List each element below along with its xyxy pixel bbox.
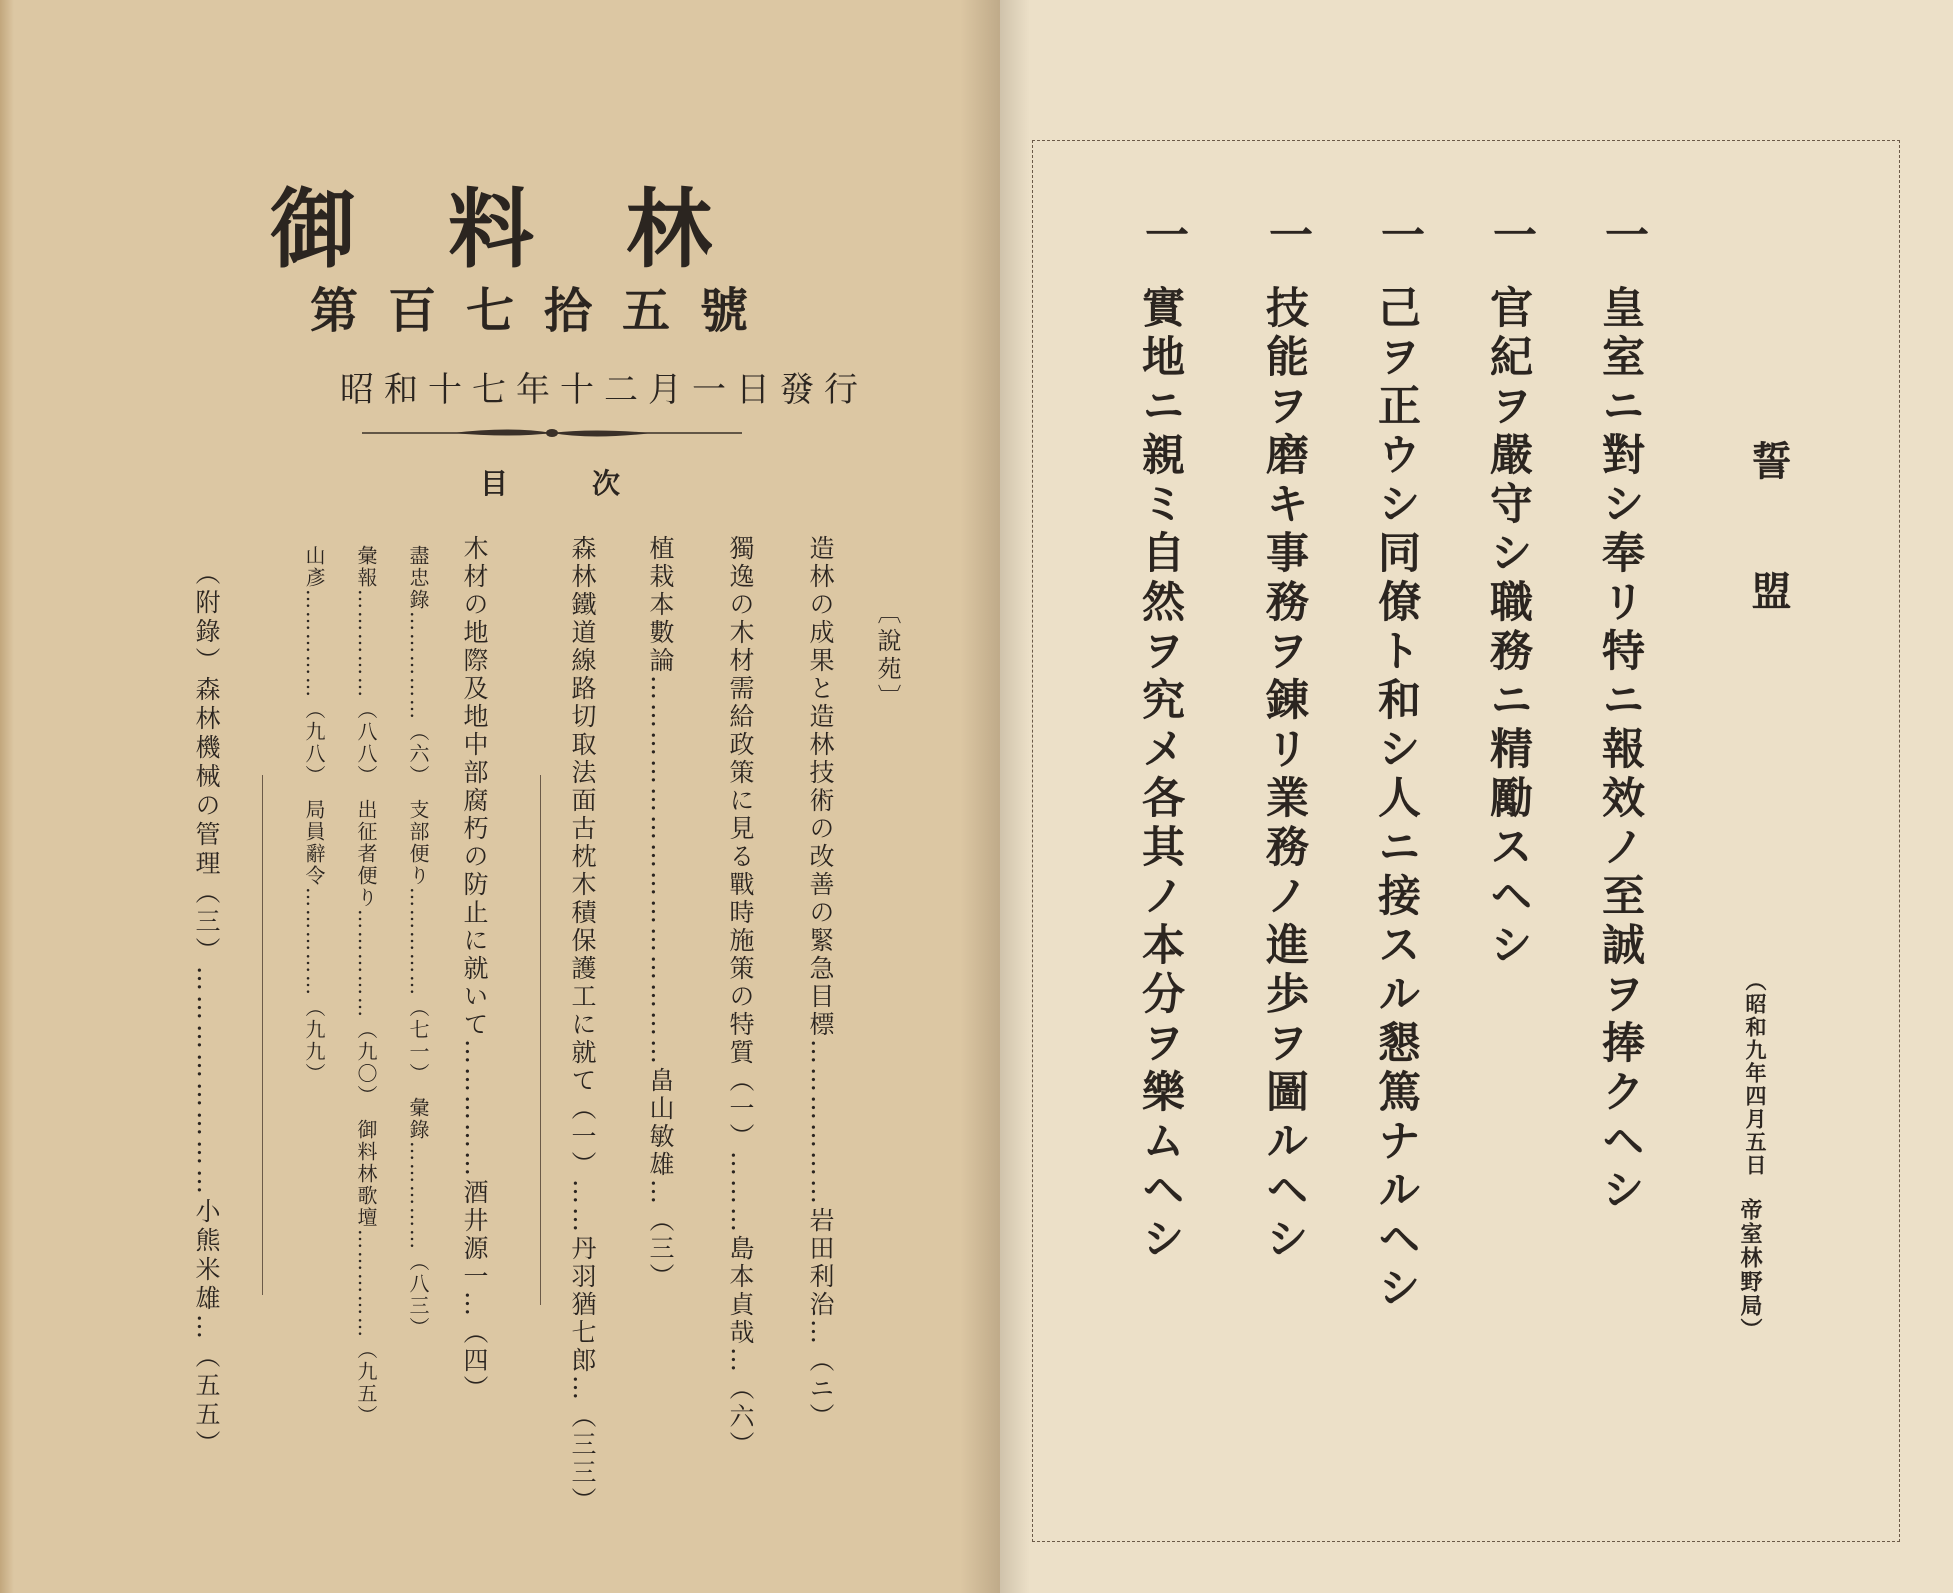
oath-marker: 一: [1261, 212, 1312, 256]
toc-small-column: 盡忠錄……………（六） 支部便り……………（七一） 彙錄……………（八三）: [406, 545, 430, 1339]
gutter-shadow: [1000, 0, 1030, 1593]
column-divider: [262, 775, 263, 1295]
toc-entry: 獨逸の木材需給政策に見る戰時施策の特質（一）………島本貞哉…（六）: [726, 535, 755, 1459]
oath-marker: 一: [1137, 212, 1188, 256]
toc-small-column: 山彥……………（九八） 局員辭令……………（九九）: [302, 545, 326, 1085]
oath-marker: 一: [1373, 212, 1424, 256]
oath-issuer: 帝室林野局）: [1737, 1198, 1763, 1342]
page-edge: [0, 0, 14, 1593]
column-divider: [540, 775, 541, 1305]
toc-entry: 森林鐵道線路切取法面古枕木積保護工に就て（一）……丹羽猶七郎…（三三）: [568, 535, 597, 1515]
appendix-entry: （附錄）森林機械の管理（三）……………………小熊米雄…（五五）: [192, 560, 221, 1459]
issue-number: 第百七拾五號: [310, 283, 779, 339]
flourish-divider: [362, 424, 742, 442]
oath-date: （昭和九年四月五日: [1743, 970, 1768, 1177]
toc-entry: 木材の地際及地中部腐朽の防止に就いて……………酒井源一…（四）: [460, 535, 489, 1403]
gutter-shadow: [960, 0, 1000, 1593]
oath-marker: 一: [1485, 212, 1536, 256]
oath-line: 技能ヲ磨キ事務ヲ錬リ業務ノ進歩ヲ圖ルヘシ: [1259, 285, 1309, 1265]
oath-line: 己ヲ正ウシ同僚ト和シ人ニ接スル懇篤ナルヘシ: [1371, 285, 1421, 1314]
section-label: 〔說苑〕: [873, 600, 901, 712]
toc-small-column: 彙報……………（八八） 出征者便り……………（九〇） 御料林歌壇……………（九五）: [354, 545, 378, 1427]
oath-line: 官紀ヲ嚴守シ職務ニ精勵スヘシ: [1483, 285, 1533, 971]
toc-entry: 植栽本數論……………………………………畠山敏雄…（三）: [646, 535, 675, 1291]
magazine-title: 御料林: [270, 179, 804, 280]
oath-line: 皇室ニ對シ奉リ特ニ報效ノ至誠ヲ捧クヘシ: [1595, 285, 1645, 1216]
oath-line: 實地ニ親ミ自然ヲ究メ各其ノ本分ヲ樂ムヘシ: [1135, 285, 1185, 1265]
publication-date: 昭和十七年十二月一日發行: [340, 370, 868, 410]
oath-title: 誓盟: [1745, 440, 1792, 700]
toc-heading: 目次: [480, 467, 705, 500]
toc-entry: 造林の成果と造林技術の改善の緊急目標………………岩田利治…（ニ）: [806, 535, 835, 1431]
oath-marker: 一: [1597, 212, 1648, 256]
